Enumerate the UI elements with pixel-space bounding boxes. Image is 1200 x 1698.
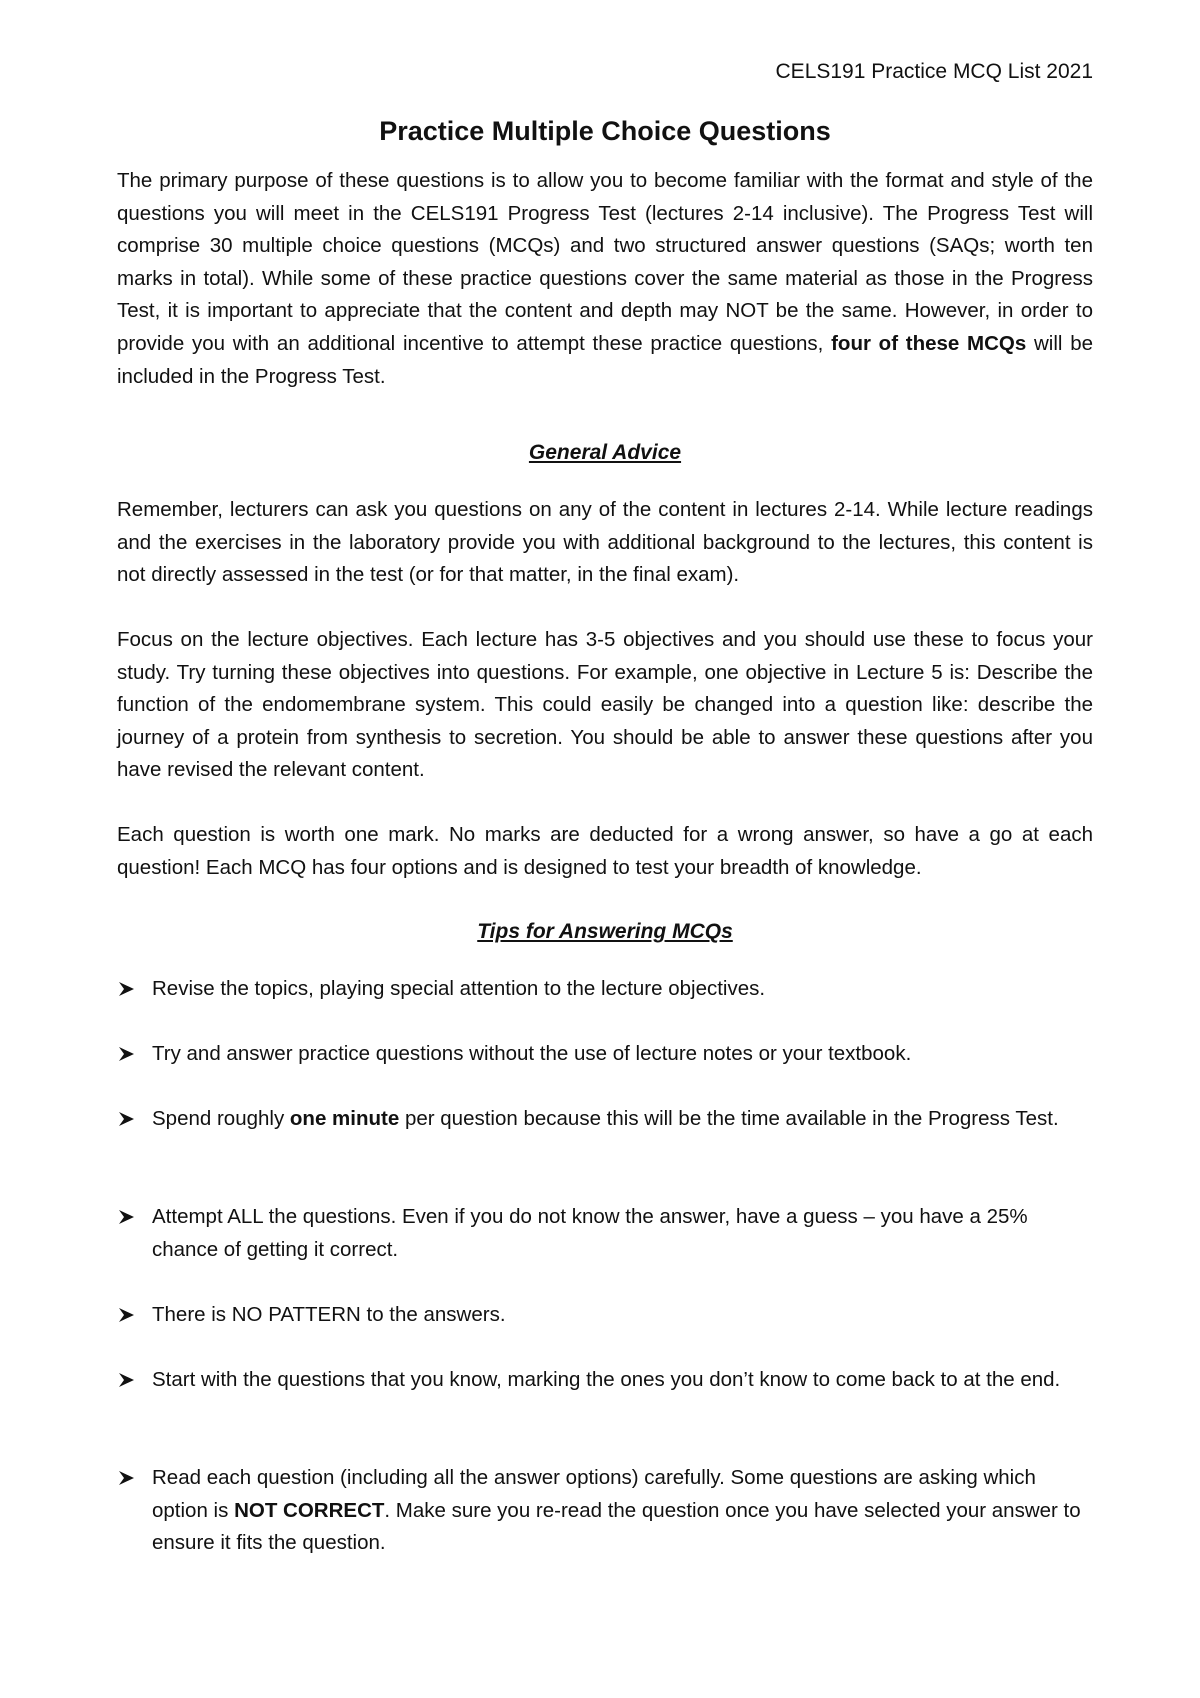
- tip-text: Spend roughly one minute per question because this will be the time available in the Progress Test.: [152, 1107, 1059, 1130]
- tip-text: Attempt ALL the questions. Even if you do not know the answer, have a guess – you have a 25% chance of getting it correct.: [152, 1205, 1028, 1261]
- tip-text: Try and answer practice questions without the use of lecture notes or your textbook.: [152, 1042, 912, 1065]
- tip-text: Read each question (including all the answer options) carefully. Some questions are asking which option is NOT CORRECT. Make sure you re-read the question once you have selected your answer to ensure it fits the question.: [152, 1466, 1081, 1555]
- intro-text-end: will be included in the Progress Test.: [117, 331, 1093, 388]
- intro-bold-text: four of these MCQs: [831, 331, 1027, 355]
- arrowhead-bullet-icon: [117, 1103, 137, 1135]
- tip-text: Start with the questions that you know, marking the ones you don’t know to come back to at the end.: [152, 1368, 1061, 1391]
- page-title: Practice Multiple Choice Questions: [379, 116, 831, 146]
- tip-text: Revise the topics, playing special attention to the lecture objectives.: [152, 977, 766, 1000]
- arrowhead-bullet-icon: [117, 1364, 137, 1396]
- arrowhead-bullet-icon: [117, 1462, 137, 1494]
- intro-paragraph: [117, 165, 1093, 393]
- intro-text-start: The primary purpose of these questions is to allow you to become familiar with the format and style of the questions you will meet in the CELS191 Progress Test (lectures 2-14 inclusive). The Progress Test will comprise 30 multiple choice questions (MCQs) and two structured answer questions (SAQs; worth ten marks in total). While some of these practice questions cover the same material as those in the Progress Test, it is important to appreciate that the content and depth may NOT be the same. However, in order to provide you with an additional incentive to attempt these practice questions,: [117, 169, 1093, 355]
- running-header: CELS191 Practice MCQ List 2021: [775, 60, 1093, 83]
- arrowhead-bullet-icon: [117, 1299, 137, 1331]
- tip-text: There is NO PATTERN to the answers.: [152, 1303, 506, 1326]
- arrowhead-bullet-icon: [117, 973, 137, 1005]
- advice-paragraph-3: Each question is worth one mark. No marks are deducted for a wrong answer, so have a go at each question! Each MCQ has four options and is designed to test your breadth of knowledge.: [117, 823, 1093, 879]
- arrowhead-bullet-icon: [117, 1201, 137, 1233]
- advice-paragraph-2: Focus on the lecture objectives. Each lecture has 3-5 objectives and you should use these to focus your study. Try turning these objectives into questions. For example, one objective in Lecture 5 is: Describe the function of the endomembrane system. This could easily be changed into a question like: describe the journey of a protein from synthesis to secretion. You should be able to answer these questions after you have revised the relevant content.: [117, 628, 1093, 782]
- general-advice-heading: General Advice: [528, 441, 682, 464]
- tips-heading: Tips for Answering MCQs: [477, 920, 733, 943]
- advice-paragraph-1: Remember, lecturers can ask you questions on any of the content in lectures 2-14. While lecture readings and the exercises in the laboratory provide you with additional background to the lectures, this content is not directly assessed in the test (or for that matter, in the final exam).: [117, 498, 1093, 587]
- arrowhead-bullet-icon: [117, 1038, 137, 1070]
